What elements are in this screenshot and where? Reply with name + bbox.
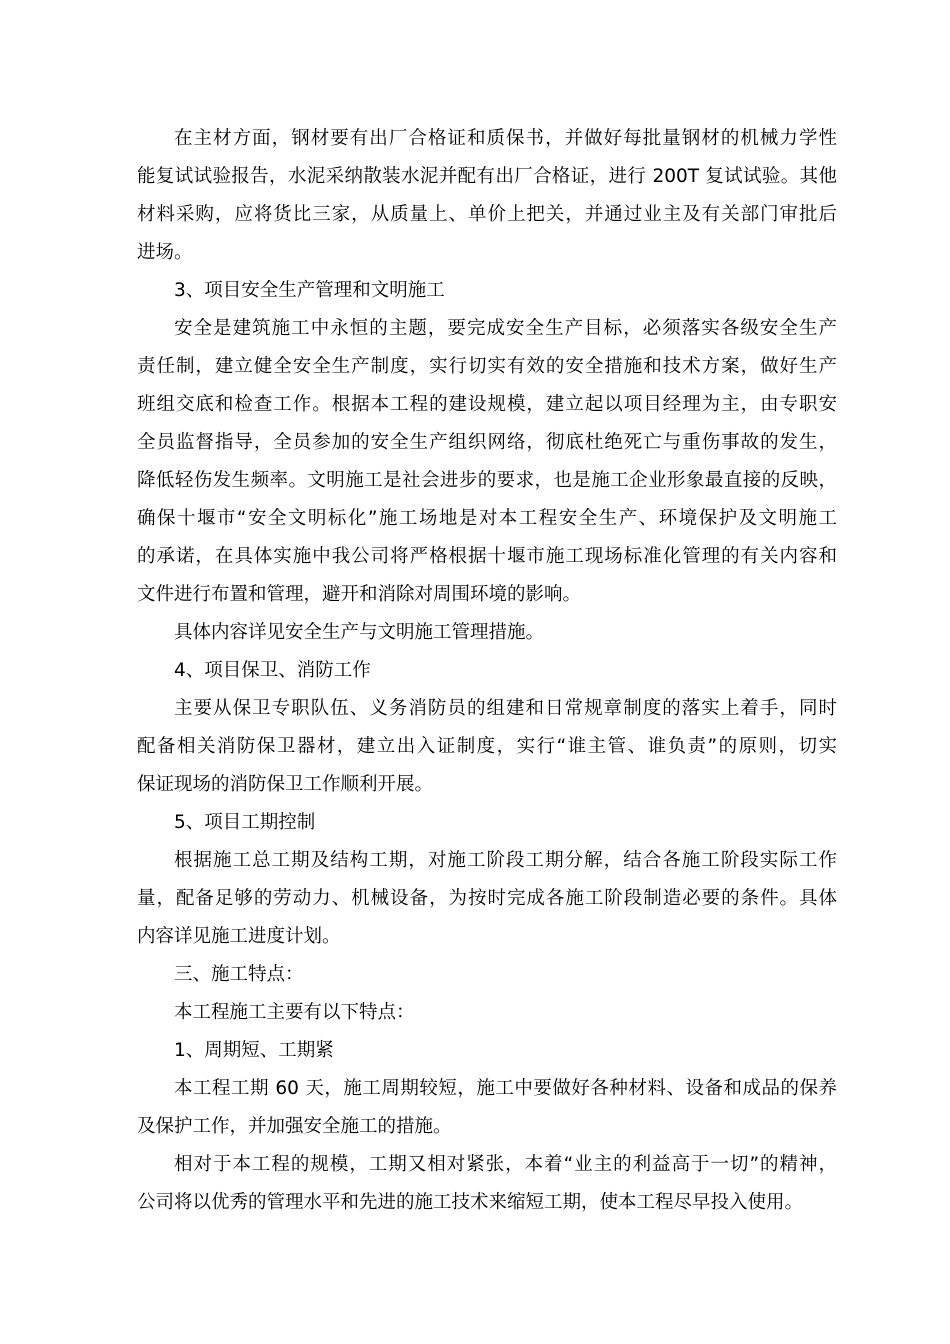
text-line: 材料采购，应将货比三家，从质量上、单价上把关，并通过业主及有关部门审批后 xyxy=(137,204,837,225)
text-line: 降低轻伤发生频率。文明施工是社会进步的要求，也是施工企业形象最直接的反映， xyxy=(137,470,837,491)
text-line: 本工程施工主要有以下特点： xyxy=(174,1002,415,1023)
text-line: 1、周期短、工期紧 xyxy=(174,1040,334,1061)
section-heading xyxy=(137,1032,837,1070)
section-heading xyxy=(137,614,837,652)
text-line: 文件进行布置和管理，避开和消除对周围环境的影响。 xyxy=(137,584,582,605)
body-paragraph xyxy=(137,120,837,272)
text-line: 全员监督指导，全员参加的安全生产组织网络，彻底杜绝死亡与重伤事故的发生， xyxy=(137,432,837,453)
text-line: 公司将以优秀的管理水平和先进的施工技术来缩短工期，使本工程尽早投入使用。 xyxy=(137,1192,804,1213)
text-line: 三、施工特点： xyxy=(174,964,304,985)
text-line: 及保护工作，并加强安全施工的措施。 xyxy=(137,1116,452,1137)
text-line: 5、项目工期控制 xyxy=(174,812,316,833)
text-line: 在主材方面，钢材要有出厂合格证和质保书，并做好每批量钢材的机械力学性 xyxy=(174,128,837,149)
section-heading xyxy=(137,994,837,1032)
body-paragraph xyxy=(137,690,837,804)
text-line: 保证现场的消防保卫工作顺利开展。 xyxy=(137,774,434,795)
text-line: 责任制，建立健全安全生产制度，实行切实有效的安全措施和技术方案，做好生产 xyxy=(137,356,837,377)
text-line: 配备相关消防保卫器材，建立出入证制度，实行“谁主管、谁负责”的原则，切实 xyxy=(137,736,837,757)
section-heading xyxy=(137,804,837,842)
text-line: 量，配备足够的劳动力、机械设备，为按时完成各施工阶段制造必要的条件。具体 xyxy=(137,888,837,909)
text-line: 安全是建筑施工中永恒的主题，要完成安全生产目标，必须落实各级安全生产 xyxy=(174,318,837,339)
text-line: 4、项目保卫、消防工作 xyxy=(174,660,371,681)
text-line: 相对于本工程的规模，工期又相对紧张，本着“业主的利益高于一切”的精神， xyxy=(174,1154,837,1175)
text-line: 的承诺，在具体实施中我公司将严格根据十堰市施工现场标准化管理的有关内容和 xyxy=(137,546,837,567)
text-line: 主要从保卫专职队伍、义务消防员的组建和日常规章制度的落实上着手，同时 xyxy=(174,698,837,719)
text-line: 3、项目安全生产管理和文明施工 xyxy=(174,280,445,301)
section-heading xyxy=(137,652,837,690)
body-paragraph xyxy=(137,842,837,956)
text-line: 本工程工期 60 天，施工周期较短，施工中要做好各种材料、设备和成品的保养 xyxy=(174,1078,837,1099)
body-paragraph xyxy=(137,1070,837,1146)
document-body xyxy=(137,120,837,1222)
text-line: 内容详见施工进度计划。 xyxy=(137,926,341,947)
body-paragraph xyxy=(137,1146,837,1222)
text-line: 进场。 xyxy=(137,242,193,263)
text-line: 能复试试验报告，水泥采纳散装水泥并配有出厂合格证，进行 200T 复试试验。其他 xyxy=(137,166,837,187)
body-paragraph xyxy=(137,310,837,614)
text-line: 确保十堰市“安全文明标化”施工场地是对本工程安全生产、环境保护及文明施工 xyxy=(137,508,837,529)
text-line: 具体内容详见安全生产与文明施工管理措施。 xyxy=(174,622,545,643)
text-line: 根据施工总工期及结构工期，对施工阶段工期分解，结合各施工阶段实际工作 xyxy=(174,850,837,871)
text-line: 班组交底和检查工作。根据本工程的建设规模，建立起以项目经理为主，由专职安 xyxy=(137,394,837,415)
section-heading xyxy=(137,272,837,310)
section-heading xyxy=(137,956,837,994)
